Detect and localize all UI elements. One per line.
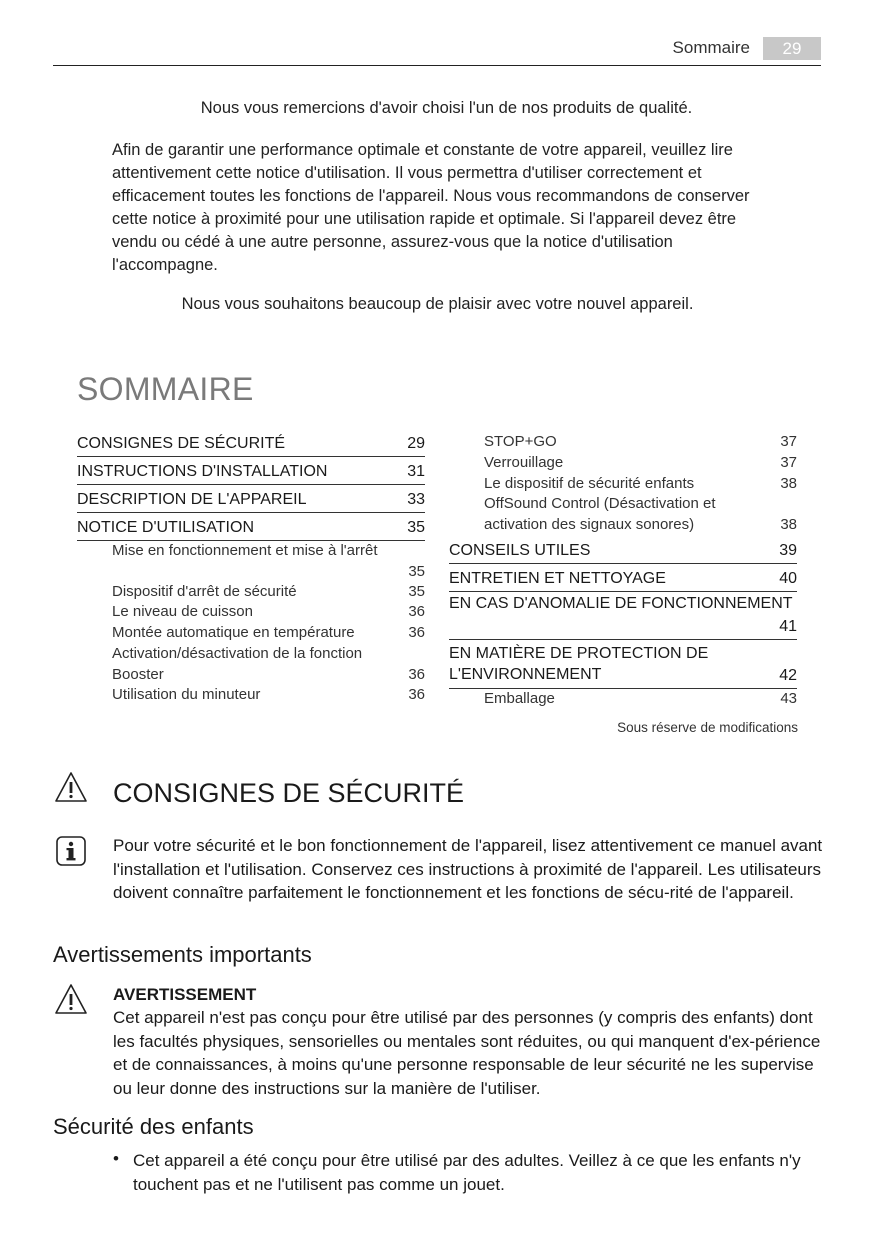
toc-entry[interactable] — [77, 432, 425, 457]
toc-entry-page: 39 — [779, 542, 797, 559]
toc-entry[interactable] — [449, 567, 797, 592]
toc-entry-label: ENTRETIEN ET NETTOYAGE — [449, 570, 666, 587]
intro-thanks: Nous vous remercions d'avoir choisi l'un de nos produits de qualité. — [200, 99, 693, 117]
toc-subentry-page: 35 — [408, 563, 425, 580]
toc-entry-label: INSTRUCTIONS D'INSTALLATION — [77, 463, 328, 480]
header-divider — [53, 65, 821, 66]
toc-subentry-page: 36 — [408, 686, 425, 703]
toc-entry[interactable] — [449, 595, 797, 640]
toc-entry-label: CONSEILS UTILES — [449, 542, 591, 559]
toc-subentry-page: 37 — [780, 454, 797, 471]
children-safety-bullet: Cet appareil a été conçu pour être utilisé par des adultes. Veillez à ce que les enfants n'y touchent pas et ne l'utilisent pas comme un jouet. — [133, 1151, 801, 1194]
toc-subentry-page: 37 — [780, 433, 797, 450]
toc-subentry[interactable] — [112, 685, 425, 706]
intro-closing: Nous vous souhaitons beaucoup de plaisir avec votre nouvel appareil. — [181, 295, 694, 313]
toc-entry-page: 33 — [407, 491, 425, 508]
toc-subentry-page: 36 — [408, 624, 425, 641]
toc-subentry[interactable] — [484, 689, 797, 710]
toc-entry-page: 31 — [407, 463, 425, 480]
toc-entry-page: 40 — [779, 570, 797, 587]
children-safety-heading: Sécurité des enfants — [53, 1114, 254, 1139]
toc-entry-page: 42 — [779, 667, 797, 684]
modification-note: Sous réserve de modifications — [617, 720, 798, 735]
warning-icon — [54, 983, 88, 1015]
toc-subentry[interactable] — [112, 644, 425, 685]
warning-text: Cet appareil n'est pas conçu pour être utilisé par des personnes (y compris des enfants) dont les facultés physiques, sensorielles ou mentales sont réduites, ou qui manquent d'ex-périence et de connaissances, à moins qu'une personne responsable de leur sécurité ne les supervise ou leur donne des instructions sur la manière de l'utiliser. — [113, 1008, 821, 1098]
toc-subentry-page: 43 — [780, 690, 797, 707]
toc-subentry-label: Dispositif d'arrêt de sécurité — [112, 583, 297, 600]
toc-entry-label: DESCRIPTION DE L'APPAREIL — [77, 491, 307, 508]
toc-entry[interactable] — [449, 643, 797, 689]
safety-info-text: Pour votre sécurité et le bon fonctionnement de l'appareil, lisez attentivement ce manuel avant l'installation et l'utilisation. Conservez ces instructions à proximité de l'appareil. Les utilisateurs doivent connaître parfaitement le fonctionnement et les fonctions de sécu-rité de l'appareil. — [113, 836, 823, 902]
toc-entry-page: 41 — [779, 618, 797, 635]
warnings-heading: Avertissements importants — [53, 942, 312, 967]
toc-subentry[interactable] — [484, 494, 797, 535]
header-title: Sommaire — [672, 38, 750, 57]
safety-heading: CONSIGNES DE SÉCURITÉ — [113, 778, 465, 808]
page-number: 29 — [763, 37, 821, 60]
toc-entry-label: EN CAS D'ANOMALIE DE FONCTIONNEMENT — [449, 595, 793, 612]
toc-subentry-label: Le dispositif de sécurité enfants — [484, 475, 695, 492]
toc-entry-label: EN MATIÈRE DE PROTECTION DE L'ENVIRONNEMENT — [449, 645, 709, 683]
toc-subentry[interactable] — [484, 453, 797, 474]
toc-subentry-label: OffSound Control (Désactivation et activation des signaux sonores) — [484, 495, 716, 533]
toc-subentry[interactable] — [112, 582, 425, 603]
toc-subentry-page: 36 — [408, 603, 425, 620]
warning-icon — [54, 771, 88, 803]
toc-entry[interactable] — [77, 488, 425, 513]
toc-entry-page: 29 — [407, 435, 425, 452]
bullet-icon: • — [113, 1149, 119, 1168]
warning-label: AVERTISSEMENT — [113, 985, 257, 1004]
toc-subentry-label: STOP+GO — [484, 433, 557, 450]
toc-subentry[interactable] — [112, 623, 425, 644]
toc-subentry[interactable] — [112, 602, 425, 623]
info-icon — [56, 836, 86, 866]
toc-subentry-page: 38 — [780, 475, 797, 492]
toc-subentry-label: Le niveau de cuisson — [112, 603, 253, 620]
toc-subentry-page: 38 — [780, 515, 797, 533]
toc-subentry-label: Montée automatique en température — [112, 624, 355, 641]
toc-entry[interactable] — [449, 539, 797, 564]
toc-subentry-label: Utilisation du minuteur — [112, 686, 261, 703]
toc-subentry-label: Activation/désactivation de la fonction Booster — [112, 645, 363, 683]
toc-entry[interactable] — [77, 516, 425, 541]
toc-entry-label: CONSIGNES DE SÉCURITÉ — [77, 435, 286, 452]
toc-subentry-label: Verrouillage — [484, 454, 564, 471]
toc-entry-label: NOTICE D'UTILISATION — [77, 519, 254, 536]
toc-subentry[interactable] — [484, 474, 797, 495]
toc-subentry-page: 35 — [408, 583, 425, 600]
toc-entry-page: 35 — [407, 519, 425, 536]
toc-subentry-page: 36 — [408, 665, 425, 683]
toc-subentry-label: Mise en fonctionnement et mise à l'arrêt — [112, 542, 378, 559]
toc-title: SOMMAIRE — [77, 371, 254, 407]
intro-paragraph: Afin de garantir une performance optimale et constante de votre appareil, veuillez lire attentivement cette notice d'utilisation. Il vous permettra d'utiliser correctement et efficacement toutes les fonctions de l'appareil. Nous vous recommandons de conserver cette notice à proximité pour une utilisation rapide et optimale. Si l'appareil devez être vendu ou cédé à une autre personne, assurez-vous que la notice d'utilisation l'accompagne. — [112, 141, 750, 274]
toc-subentry[interactable] — [484, 432, 797, 453]
toc-entry[interactable] — [77, 460, 425, 485]
toc-subentry-label: Emballage — [484, 690, 555, 707]
